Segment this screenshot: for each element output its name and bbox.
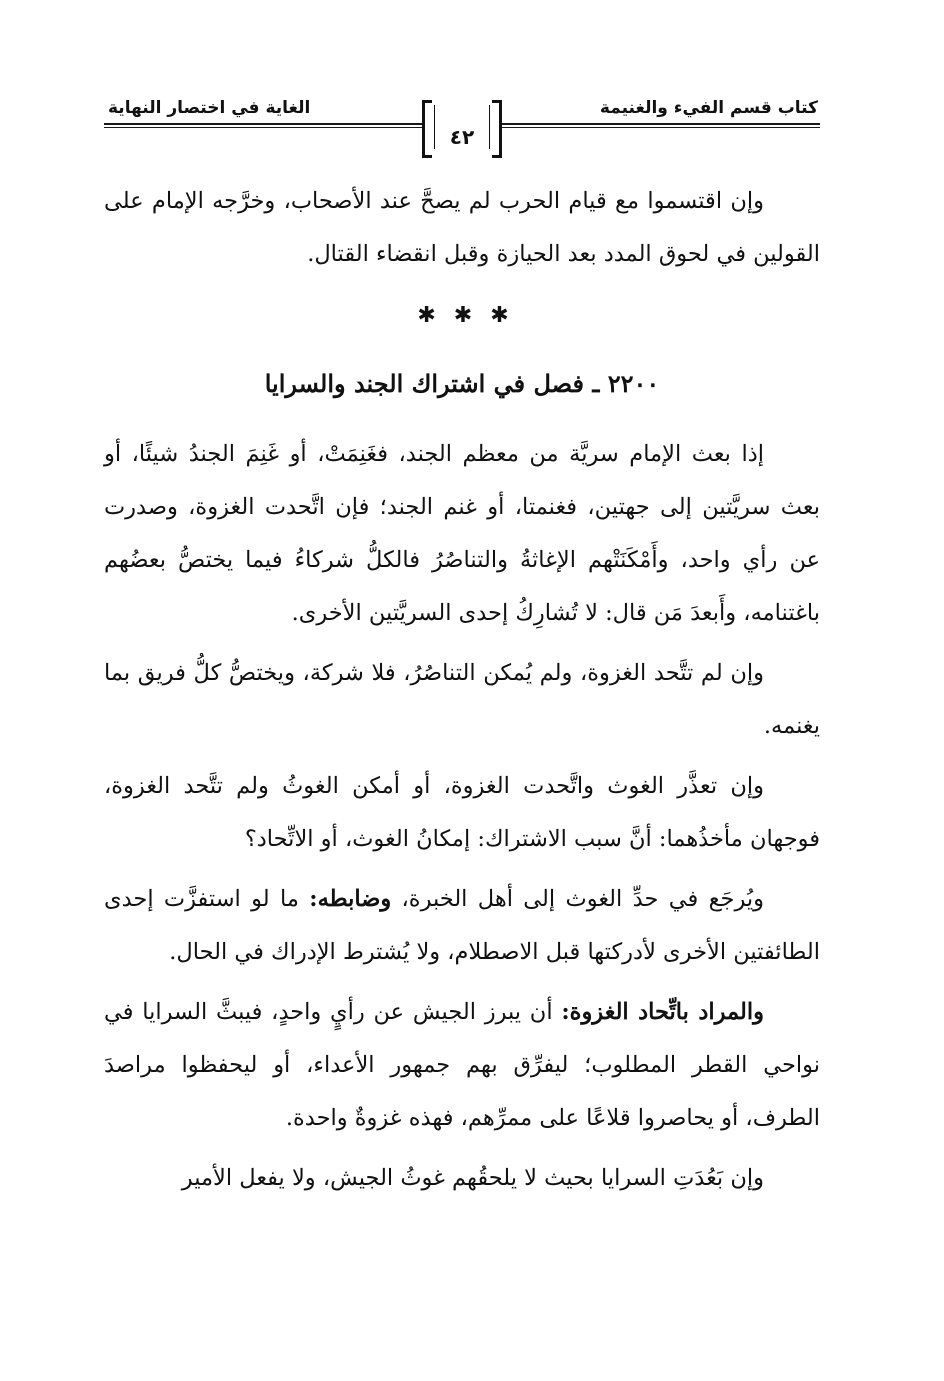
- paragraph-4-bold-term: وضابطه:: [309, 886, 392, 912]
- book-running-title: الغاية في اختصار النهاية: [108, 98, 311, 118]
- paragraph-5: [104, 986, 820, 1145]
- running-header: [104, 96, 820, 162]
- section-heading: ٢٢٠٠ ـ فصل في اشتراك الجند والسرايا: [264, 369, 660, 398]
- paragraph-5-bold-term: والمراد باتِّحاد الغزوة:: [561, 999, 765, 1025]
- paragraph-4: [104, 873, 820, 979]
- paragraph-4-rest: ما لو استفزَّت إحدى الطائفتين الأخرى لأدركتها قبل الاصطلام، ولا يُشترط الإدراك في الحال.: [104, 886, 820, 965]
- intro-paragraph: وإن اقتسموا مع قيام الحرب لم يصحَّ عند الأصحاب، وخرَّجه الإمام على القولين في لحوق المدد بعد الحيازة وقبل انقضاء القتال.: [104, 188, 820, 267]
- page-number-frame: [422, 100, 502, 154]
- paragraph-1: إذا بعث الإمام سريَّة من معظم الجند، فغَنِمَتْ، أو غَنِمَ الجندُ شيئًا، أو بعث سريَّتين إلى جهتين، فغنمتا، أو غنم الجند؛ فإن اتَّحدت الغزوة، وصدرت عن رأي واحد، وأَمْكَنَتْهم الإغاثةُ والتناصُرُ فالكلُّ شركاءُ فيما يختصُّ بعضُهم باغتنامه، وأَبعدَ مَن قال: لا تُشارِكُ إحدى السريَّتين الأخرى.: [104, 441, 820, 626]
- section-separator-asterisks: ✱✱✱: [417, 303, 527, 328]
- page-number: ٤٢: [449, 125, 475, 149]
- paragraph-2: وإن لم تتَّحد الغزوة، ولم يُمكن التناصُرُ، فلا شركة، ويختصُّ كلُّ فريق بما يغنمه.: [104, 660, 820, 739]
- paragraph-4-lead: ويُرجَع في حدِّ الغوث إلى أهل الخبرة،: [391, 886, 764, 912]
- paragraph-3: وإن تعذَّر الغوث واتَّحدت الغزوة، أو أمكن الغوثُ ولم تتَّحد الغزوة، فوجهان مأخذُهما: أنَّ سبب الاشتراك: إمكانُ الغوث، أو الاتِّحاد؟: [104, 773, 820, 852]
- intro-text: [104, 175, 820, 281]
- paragraph-5-rest: أن يبرز الجيش عن رأيٍ واحدٍ، فيبثَّ السرايا في نواحي القطر المطلوب؛ ليفرِّق بهم جمهور الأعداء، أو ليحفظوا مراصدَ الطرف، أو يحاصروا قلاعًا على ممرِّهم، فهذه غزوةٌ واحدة.: [104, 999, 820, 1131]
- paragraph-6: وإن بَعُدَتِ السرايا بحيث لا يلحقُهم غوثُ الجيش، ولا يفعل الأمير: [181, 1165, 764, 1191]
- chapter-running-title: كتاب قسم الفيء والغنيمة: [599, 98, 818, 118]
- section-body: [104, 428, 820, 1205]
